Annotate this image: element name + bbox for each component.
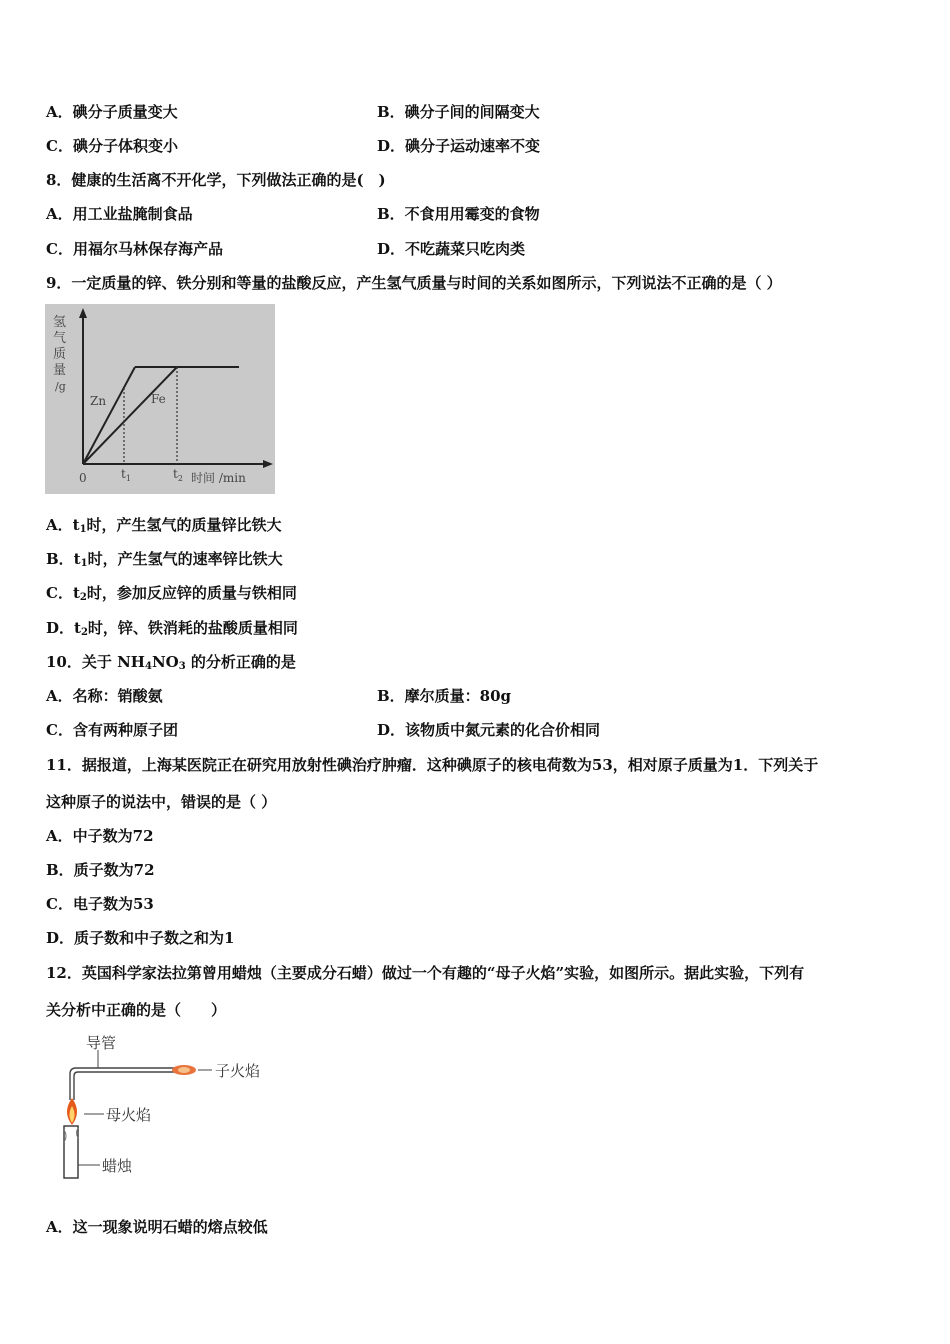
ylabel-char-1: 氢 bbox=[53, 315, 67, 330]
q11-option-d: D．质子数和中子数之和为1 bbox=[46, 929, 235, 947]
tube-label: 导管 bbox=[86, 1034, 117, 1052]
q11-stem-line2: 这种原子的说法中，错误的是（ ） bbox=[46, 793, 277, 811]
q10-option-b: B．摩尔质量：80g bbox=[377, 687, 512, 705]
q7-option-b: B．碘分子间的间隔变大 bbox=[377, 103, 540, 121]
q7-option-d: D．碘分子运动速率不变 bbox=[377, 137, 541, 155]
candle-label: 蜡烛 bbox=[102, 1157, 133, 1175]
zn-label: Zn bbox=[90, 394, 107, 408]
tube-inner bbox=[74, 1072, 175, 1100]
q12-candle-diagram bbox=[50, 1030, 290, 1185]
q9-option-d: D．$t_2$时，锌、铁消耗的盐酸质量相同 bbox=[46, 619, 298, 638]
q12-stem-line2: 关分析中正确的是（ ） bbox=[46, 1001, 227, 1019]
fe-label: Fe bbox=[151, 392, 166, 406]
q8-option-b: B．不食用用霉变的食物 bbox=[377, 205, 540, 223]
ylabel-char-2: 气 bbox=[53, 331, 67, 346]
ylabel-unit: /g bbox=[55, 380, 66, 393]
origin-label: 0 bbox=[79, 471, 87, 485]
q9-option-c: C．$t_2$时，参加反应锌的质量与铁相同 bbox=[46, 584, 297, 603]
q10-option-c: C．含有两种原子团 bbox=[46, 721, 178, 739]
q9-hydrogen-graph bbox=[45, 304, 275, 494]
q8-option-d: D．不吃蔬菜只吃肉类 bbox=[377, 240, 526, 258]
q10-option-a: A．名称：销酸氨 bbox=[46, 687, 163, 705]
mother-flame-label: 母火焰 bbox=[106, 1106, 152, 1124]
q12-stem-line1: 12．英国科学家法拉第曾用蜡烛（主要成分石蜡）做过一个有趣的“母子火焰”实验，如图所示。据此实验，下列有 bbox=[46, 964, 805, 982]
q8-option-c: C．用福尔马林保存海产品 bbox=[46, 240, 223, 258]
child-flame-label: 子火焰 bbox=[215, 1062, 261, 1080]
t1-label: $t_1$ bbox=[121, 467, 131, 483]
q10-option-d: D．该物质中氮元素的化合价相同 bbox=[377, 721, 601, 739]
q8-option-a: A．用工业盐腌制食品 bbox=[46, 205, 193, 223]
q9-option-b: B．$t_1$时，产生氢气的速率锌比铁大 bbox=[46, 550, 283, 569]
q12-option-a: A．这一现象说明石蜡的熔点较低 bbox=[46, 1218, 268, 1236]
ylabel-char-3: 质 bbox=[53, 347, 67, 362]
q9-stem: 9．一定质量的锌、铁分别和等量的盐酸反应，产生氢气质量与时间的关系如图所示，下列说法不正确的是（ ） bbox=[46, 274, 782, 292]
tube-outer bbox=[70, 1068, 175, 1100]
q10-stem: 10．关于 $NH_4NO_3$ 的分析正确的是 bbox=[46, 653, 296, 672]
xlabel: 时间 /min bbox=[191, 471, 246, 485]
q11-stem-line1: 11．据报道，上海某医院正在研究用放射性碘治疗肿瘤．这种碘原子的核电荷数为53，相对原子质量为1．下列关于 bbox=[46, 756, 819, 774]
q11-option-b: B．质子数为72 bbox=[46, 861, 155, 879]
q8-stem: 8．健康的生活离不开化学，下列做法正确的是( ) bbox=[46, 171, 386, 189]
q7-option-c: C．碘分子体积变小 bbox=[46, 137, 178, 155]
q11-option-a: A．中子数为72 bbox=[46, 827, 154, 845]
ylabel-char-4: 量 bbox=[53, 363, 67, 378]
t2-label: $t_2$ bbox=[173, 467, 183, 483]
q9-option-a: A．$t_1$时，产生氢气的质量锌比铁大 bbox=[46, 516, 282, 535]
q11-option-c: C．电子数为53 bbox=[46, 895, 154, 913]
q7-option-a: A．碘分子质量变大 bbox=[46, 103, 178, 121]
